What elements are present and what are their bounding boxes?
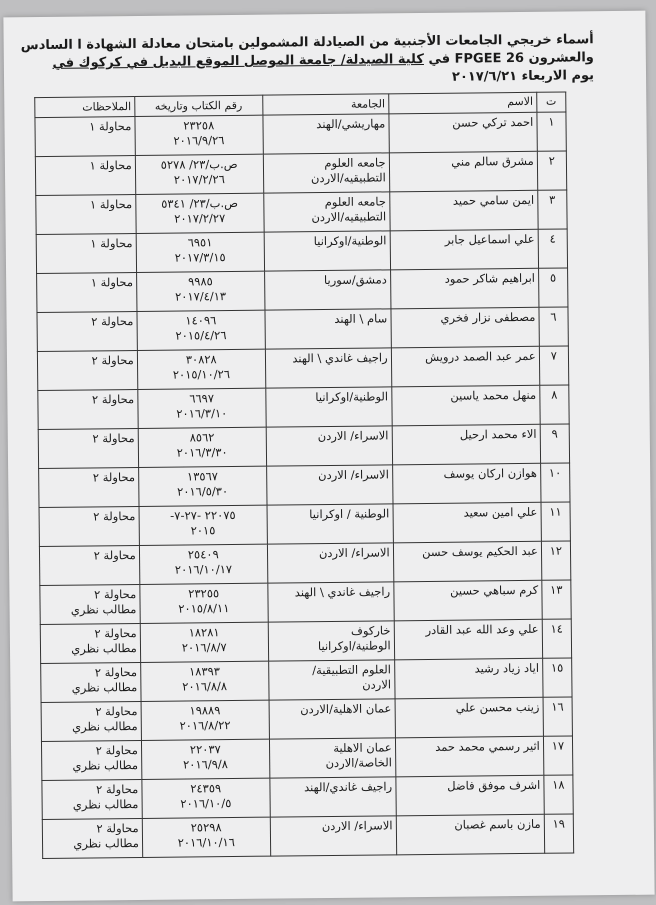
university-cell (263, 114, 389, 154)
university-line: خاركوف (350, 623, 391, 638)
notes-cell (42, 779, 142, 819)
letter-ref-line: ٢٠١٦/٨/٢٢ (179, 718, 231, 733)
table-row (39, 463, 570, 508)
graduate-name: عمر عبد الصمد درويش (391, 346, 540, 387)
university-line: راجيف غاندي/الهند (304, 779, 393, 795)
university-cell (269, 699, 395, 739)
letter-ref-line: ٦٦٩٧ (189, 391, 215, 406)
university-cell (265, 348, 391, 388)
letter-ref-line: ٢٤٣٥٩ (190, 781, 222, 796)
university-line: راجيف غاندي \ الهند (294, 584, 391, 600)
letter-ref-line: ٢٠١٥/٤/٢٦ (175, 328, 227, 343)
note-line: محاولة ٢ (92, 431, 135, 446)
letter-ref-line: ٢٣٢٥٥ (188, 586, 220, 601)
row-index: ١٨ (544, 775, 574, 814)
university-line: الاردن (362, 677, 392, 692)
graduate-name: مصطفى نزار فخري (391, 307, 540, 348)
row-index: ١٧ (543, 736, 573, 775)
letter-ref-line: ٣٠٨٢٨ (185, 352, 217, 367)
row-index: ٨ (540, 385, 570, 424)
letter-ref-line: ٢٠١٧/٤/١٣ (174, 289, 227, 304)
graduate-name: الاء محمد ارحيل (392, 424, 541, 465)
letter-ref-line: ٢٠١٥ (190, 523, 216, 538)
note-line: مطالب نظري (72, 758, 139, 773)
university-cell (264, 270, 390, 310)
note-line: مطالب نظري (71, 719, 138, 734)
note-line: مطالب نظري (70, 602, 137, 617)
heading-line-1: أسماء خريجي الجامعات الأجنبية من الصيادلة المشمولين بامتحان معادلة الشهادة ا السادس (20, 32, 594, 54)
university-cell (266, 426, 392, 466)
letter-ref-line: ٢٥٢٩٨ (190, 820, 222, 835)
note-line: محاولة ٢ (93, 548, 136, 563)
table-row (39, 502, 570, 547)
notes-cell (37, 273, 137, 313)
row-index: ١٦ (543, 697, 573, 736)
university-cell (266, 465, 392, 505)
letter-ref-line: ٦٩٥١ (187, 235, 213, 250)
header-notes: الملاحظات (35, 97, 135, 118)
university-line: جامعه العلوم (324, 194, 387, 210)
notes-cell (41, 740, 141, 780)
table-row (38, 424, 569, 469)
table-row (37, 268, 568, 313)
note-line: محاولة ٢ (96, 821, 139, 836)
note-line: محاولة ٢ (91, 392, 135, 407)
university-cell (263, 153, 389, 193)
university-line: الخاصة/الاردن (325, 755, 392, 771)
table-row (42, 775, 573, 820)
graduate-name: ايمن سامي حميد (389, 190, 538, 231)
letter-ref-cell (135, 115, 263, 155)
row-index: ١٤ (542, 619, 572, 658)
letter-ref-line: ٢٥٤٠٩ (187, 547, 219, 562)
graduate-name: كرم سباهي حسين (393, 580, 542, 621)
graduate-name: اثير رسمي محمد حمد (395, 736, 544, 777)
university-cell (268, 621, 394, 661)
letter-ref-line: ١٤٠٩٦ (185, 313, 217, 328)
row-index: ٤ (538, 229, 568, 268)
table-row (36, 190, 567, 235)
notes-cell (40, 623, 140, 663)
letter-ref-line: ٢٠١٧/٢/٢٧ (174, 211, 226, 226)
letter-ref-cell (141, 739, 269, 779)
university-line: الوطنية / اوكرانيا (309, 506, 390, 522)
graduate-name: عبد الحكيم يوسف حسن (393, 541, 542, 582)
note-line: محاولة ٢ (91, 314, 134, 329)
row-index: ١٠ (540, 463, 570, 502)
notes-cell (35, 117, 135, 157)
note-line: محاولة ٢ (95, 704, 138, 719)
header-index: ت (536, 92, 565, 112)
note-line: مطالب نظري (71, 641, 137, 656)
note-line: محاولة ١ (90, 236, 133, 251)
row-index: ٦ (539, 307, 569, 346)
university-cell (269, 738, 395, 778)
letter-ref-cell (136, 271, 264, 311)
university-line: التطبيقيه/الاردن (310, 170, 386, 186)
university-cell (267, 543, 393, 583)
university-line: الوطنية/اوكرانيا (315, 389, 389, 405)
notes-cell (37, 312, 137, 352)
university-line: الوطنية/اوكرانيا (317, 638, 391, 654)
letter-ref-line: ٢٠١٦/٩/٨ (182, 757, 228, 772)
letter-ref-cell (140, 622, 268, 662)
note-line: مطالب نظري (73, 836, 139, 851)
letter-ref-line: ٢٢٠٧٥ -٢٧-٧- (170, 507, 236, 523)
notes-cell (38, 428, 138, 468)
letter-ref-cell (140, 583, 268, 623)
university-line: مهاريشي/الهند (316, 116, 386, 132)
letter-ref-line: ٩٩٨٥ (187, 274, 213, 289)
note-line: محاولة ٢ (91, 353, 134, 368)
graduates-table (34, 91, 574, 859)
letter-ref-line: ٢٠١٧/٢/٢٦ (173, 172, 225, 187)
note-line: محاولة ٢ (93, 587, 137, 602)
graduate-name: علي اسماعيل جابر (390, 229, 539, 270)
note-line: مطالب نظري (71, 680, 138, 695)
note-line: محاولة ٢ (96, 782, 139, 797)
letter-ref-cell (140, 661, 268, 701)
note-line: محاولة ١ (89, 119, 132, 134)
row-index: ٩ (540, 424, 570, 463)
graduate-name: مازن باسم غصبان (396, 814, 545, 855)
table-row (35, 151, 566, 196)
letter-ref-cell (138, 388, 266, 428)
letter-ref-line: ٢٠١٧/٣/١٥ (174, 250, 226, 265)
letter-ref-cell (139, 505, 267, 545)
university-line: الاسراء/ الاردن (317, 428, 389, 444)
graduate-name: زينب محسن علي (395, 697, 544, 738)
table-row (42, 814, 573, 859)
row-index: ١٩ (544, 814, 574, 853)
university-line: جامعه العلوم (324, 155, 386, 171)
letter-ref-line: ١٣٥٦٧ (186, 469, 218, 484)
graduate-name: اياد زياد رشيد (394, 658, 543, 699)
row-index: ٥ (538, 268, 568, 307)
heading-line-2-underlined: كلية الصيدلة/ جامعة الموصل الموقع البديل في كركوك في (52, 51, 424, 71)
letter-ref-line: ص.ب/٢٣/ ٥٣٤١ (161, 195, 239, 211)
university-line: الاسراء/ الاردن (318, 467, 389, 483)
letter-ref-cell (137, 310, 265, 350)
letter-ref-line: ٢٠١٦/٣/٣٠ (176, 445, 228, 460)
heading-line-3: يوم الاربعاء ٢٠١٧/٦/٢١ (451, 68, 595, 85)
letter-ref-cell (137, 349, 265, 389)
header-university: الجامعة (262, 94, 388, 115)
letter-ref-cell (139, 544, 267, 584)
university-cell (266, 387, 392, 427)
graduate-name: منهل محمد ياسين (391, 385, 540, 426)
university-cell (268, 660, 394, 700)
university-line: التطبيقيه/الاردن (311, 209, 387, 225)
notes-cell (36, 195, 136, 235)
letter-ref-line: ٢٠١٦/٨/٨ (182, 679, 228, 694)
table-row (37, 307, 568, 352)
letter-ref-line: ٢٠١٦/١٠/٥ (180, 796, 232, 811)
document-heading (20, 31, 595, 91)
table-row (37, 346, 568, 391)
letter-ref-line: ١٩٨٨٩ (189, 703, 221, 718)
notes-cell (38, 390, 138, 430)
document-page (3, 11, 654, 902)
table-row (39, 541, 570, 586)
graduate-name: هوازن اركان يوسف (392, 463, 541, 504)
note-line: محاولة ٢ (94, 665, 138, 680)
header-letter-ref: رقم الكتاب وتاريخه (135, 95, 263, 116)
table-row (35, 112, 566, 157)
university-cell (270, 816, 396, 856)
note-line: محاولة ٢ (92, 470, 136, 485)
table-row (41, 658, 572, 703)
graduate-name: علي وعد الله عبد القادر (394, 619, 543, 660)
row-index: ٢ (537, 151, 567, 190)
table-row (36, 229, 567, 274)
note-line: محاولة ٢ (95, 743, 138, 758)
letter-ref-line: ٢٠١٥/١٠/٢٦ (172, 367, 231, 382)
graduate-name: احمد تركي حسن (389, 112, 538, 153)
letter-ref-line: ٢٠١٦/١٠/١٦ (177, 835, 235, 850)
university-cell (268, 582, 394, 622)
notes-cell (35, 156, 135, 196)
row-index: ١١ (541, 502, 571, 541)
letter-ref-line: ص.ب/٢٣/ ٥٢٧٨ (160, 156, 238, 172)
notes-cell (41, 662, 141, 702)
notes-cell (40, 584, 140, 624)
university-line: الاسراء/ الاردن (321, 818, 393, 834)
university-line: الاسراء/ الاردن (318, 545, 390, 561)
table-row (40, 619, 571, 664)
table-row (41, 736, 572, 781)
letter-ref-line: ٢٣٢٥٨ (183, 118, 215, 133)
university-cell (267, 504, 393, 544)
graduate-name: علي امين سعيد (393, 502, 542, 543)
notes-cell (42, 818, 142, 858)
letter-ref-line: ١٨٢٨١ (188, 625, 220, 640)
letter-ref-line: ٢٠١٦/٥/٣٠ (177, 484, 229, 499)
letter-ref-cell (142, 817, 270, 857)
table-row (38, 385, 569, 430)
letter-ref-line: ٨٥٦٢ (189, 430, 215, 445)
graduate-name: اشرف موفق فاضل (396, 775, 545, 816)
letter-ref-line: ٢٠١٦/٣/١٠ (176, 406, 228, 421)
row-index: ١٥ (542, 658, 572, 697)
letter-ref-cell (138, 427, 266, 467)
university-line: العلوم التطبيقية/ (312, 662, 391, 678)
university-line: عمان الاهلية/الاردن (300, 701, 392, 717)
letter-ref-cell (138, 466, 266, 506)
letter-ref-cell (142, 778, 270, 818)
note-line: مطالب نظري (72, 797, 139, 812)
university-cell (270, 777, 396, 817)
note-line: محاولة ٢ (94, 626, 137, 641)
graduate-name: ابراهيم شاكر حمود (390, 268, 539, 309)
note-line: محاولة ١ (89, 197, 133, 212)
university-cell (263, 192, 389, 232)
university-line: الوطنية/اوكرانيا (313, 233, 387, 249)
notes-cell (36, 234, 136, 274)
university-line: راجيف غاندي \ الهند (292, 350, 388, 366)
heading-line-2-start: والعشرون FPGEE 26 في (423, 50, 594, 67)
notes-cell (39, 545, 139, 585)
note-line: محاولة ٢ (93, 509, 136, 524)
row-index: ٧ (539, 346, 569, 385)
table-row (40, 580, 571, 625)
row-index: ١ (537, 112, 567, 151)
notes-cell (41, 701, 141, 741)
letter-ref-cell (136, 232, 264, 272)
letter-ref-cell (135, 154, 263, 194)
letter-ref-line: ٢٠١٦/٩/٢٦ (173, 133, 225, 148)
table-body (35, 112, 574, 859)
letter-ref-line: ٢٢٠٣٧ (189, 742, 221, 757)
header-name: الاسم (388, 92, 536, 114)
notes-cell (39, 506, 139, 546)
row-index: ١٣ (542, 580, 572, 619)
row-index: ٣ (538, 190, 568, 229)
letter-ref-line: ١٨٣٩٣ (188, 664, 221, 679)
letter-ref-cell (141, 700, 269, 740)
note-line: محاولة ١ (89, 158, 132, 173)
university-line: سام \ الهند (334, 311, 388, 326)
letter-ref-line: ٢٠١٦/١٠/١٧ (174, 562, 233, 577)
letter-ref-line: ٢٠١٥/٨/١١ (178, 601, 230, 616)
notes-cell (37, 351, 137, 391)
note-line: محاولة ١ (90, 275, 134, 290)
university-cell (264, 231, 390, 271)
notes-cell (39, 467, 139, 507)
university-line: عمان الاهلية (333, 740, 392, 755)
university-cell (265, 309, 391, 349)
graduate-name: مشرق سالم مني (389, 151, 538, 192)
letter-ref-cell (136, 193, 264, 233)
table-row (41, 697, 572, 742)
letter-ref-line: ٢٠١٦/٨/٧ (181, 640, 227, 655)
university-line: دمشق/سوريا (323, 272, 387, 288)
row-index: ١٢ (541, 541, 571, 580)
